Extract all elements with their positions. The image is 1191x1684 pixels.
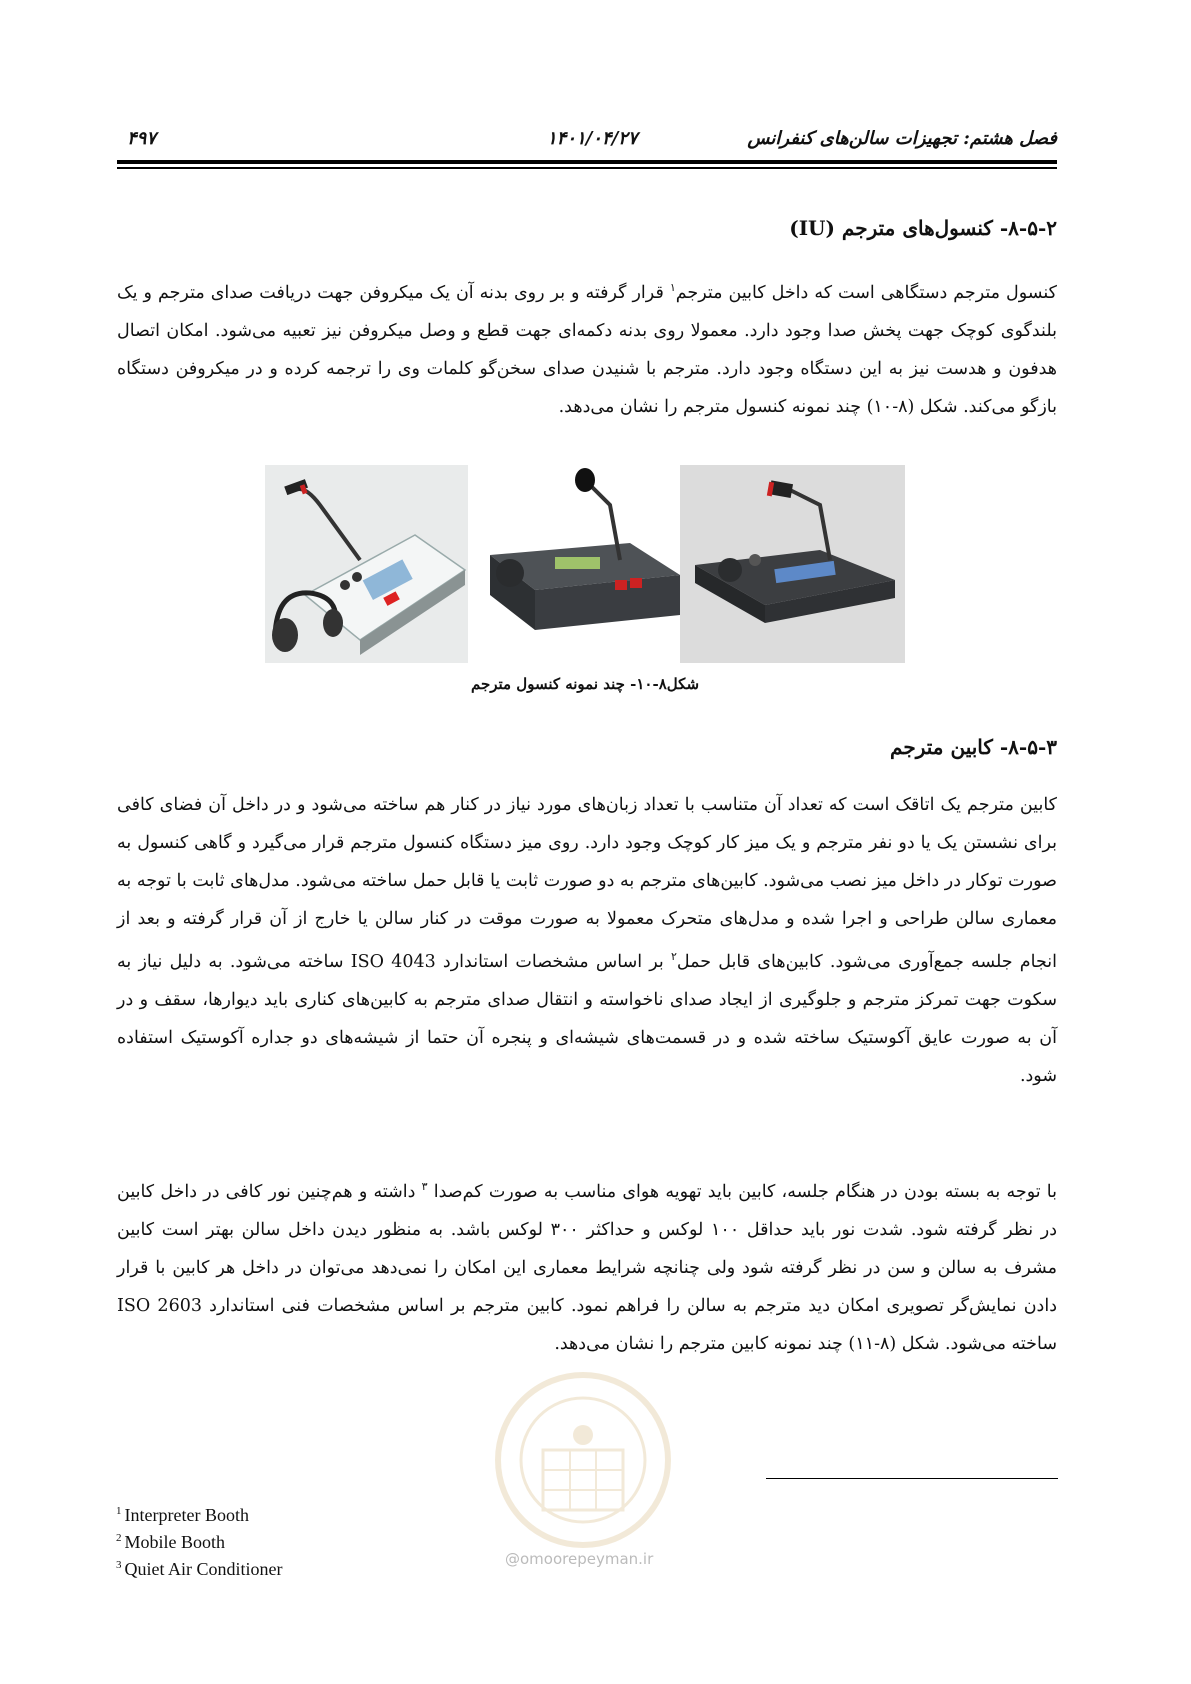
footnote-number: 3 bbox=[116, 1559, 122, 1571]
header-rule-thin bbox=[117, 167, 1057, 169]
page-number: ۴۹۷ bbox=[127, 128, 157, 149]
figure-caption: شکل۸-۱۰- چند نمونه کنسول مترجم bbox=[470, 675, 700, 693]
watermark-seal bbox=[488, 1370, 678, 1550]
paragraph-booth-1 bbox=[117, 786, 1057, 1095]
footnote-separator bbox=[766, 1478, 1058, 1479]
console-photo-2 bbox=[480, 465, 680, 663]
footnote-text: Interpreter Booth bbox=[124, 1505, 249, 1525]
paragraph-text: بر اساس مشخصات استاندارد ISO 4043 ساخته می‌شود. به دلیل نیاز به سکوت جهت تمرکز مترجم و جلوگیری از ایجاد صدای ناخواسته و انتقال صدای مترجم به کابین‌های کناری باید دیوارها، سقف و در آن به صورت عایق آکوستیک ساخته شده و در قسمت‌های شیشه‌ای و پنجره آن حتما از شیشه‌های دو جداره آکوستیک استفاده شود. bbox=[117, 951, 1057, 1086]
footnote-marker: ۲ bbox=[671, 950, 677, 963]
paragraph-text: کابین مترجم یک اتاقک است که تعداد آن متناسب با تعداد زبان‌های مورد نیاز در کنار هم ساخته می‌شود و در داخل آن فضای کافی برای نشستن یک یا دو نفر مترجم و یک میز کار کوچک وجود دارد. روی میز دستگاه کنسول مترجم قرار می‌گیرد و گاهی کنسول به صورت توکار در داخل میز نصب می‌شود. کابین‌های مترجم به دو صورت ثابت یا قابل حمل ساخته می‌شود. مدل‌های ثابت با توجه به معماری سالن طراحی و اجرا شده و مدل‌های متحرک معمولا به صورت موقت در کنار سالن یا خارج از آن قرار گرفته و بعد از انجام جلسه جمع‌آوری می‌شود. کابین‌های قابل حمل bbox=[117, 795, 1057, 972]
footnote-text: Mobile Booth bbox=[124, 1532, 226, 1552]
paragraph-booth-2 bbox=[117, 1168, 1057, 1363]
footnote-item bbox=[116, 1554, 282, 1581]
chapter-title: فصل هشتم: تجهیزات سالن‌های کنفرانس bbox=[747, 128, 1057, 149]
section-heading-booth: ۸-۵-۳- کابین مترجم bbox=[890, 735, 1057, 759]
footnote-item bbox=[116, 1500, 282, 1527]
page-header bbox=[117, 122, 1057, 156]
footnote-marker: ۱ bbox=[669, 281, 676, 294]
footnote-item bbox=[116, 1527, 282, 1554]
footnote-number: 1 bbox=[116, 1505, 122, 1517]
footnote-text: Quiet Air Conditioner bbox=[124, 1559, 283, 1579]
section-heading-consoles: ۸-۵-۲- کنسول‌های مترجم (IU) bbox=[789, 216, 1057, 240]
footnote-marker: ۳ bbox=[421, 1180, 428, 1193]
header-date: ۱۴۰۱/۰۴/۲۷ bbox=[547, 128, 638, 149]
footnotes bbox=[116, 1500, 282, 1581]
console-photo-1 bbox=[265, 465, 468, 663]
figure-consoles bbox=[265, 465, 905, 663]
console-photo-3 bbox=[680, 465, 905, 663]
paragraph-text: قرار گرفته و بر روی بدنه آن یک میکروفن جهت دریافت صدای مترجم و یک بلندگوی کوچک جهت پخش صدا وجود دارد. معمولا روی بدنه دکمه‌ای جهت قطع و وصل میکروفن نیز تعبیه می‌شود. امکان اتصال هدفون و هدست نیز به این دستگاه وجود دارد. مترجم با شنیدن صدای سخن‌گو کلمات وی را ترجمه کرده و در میکروفن دستگاه بازگو می‌کند. شکل (۸-۱۰) چند نمونه کنسول مترجم را نشان می‌دهد. bbox=[117, 282, 1057, 417]
footnote-number: 2 bbox=[116, 1532, 122, 1544]
header-rule-thick bbox=[117, 160, 1057, 164]
paragraph-text: داشته و هم‌چنین نور کافی در داخل کابین در نظر گرفته شود. شدت نور باید حداقل ۱۰۰ لوکس و حداکثر ۳۰۰ لوکس باشد. به منظور دیدن داخل سالن بهتر است کابین مشرف به سالن و سن در نظر گرفته شود ولی چنانچه شرایط معماری این امکان را نمی‌دهد می‌توان در داخل هر کابین با قرار دادن نمایش‌گر تصویری امکان دید مترجم به سالن را فراهم نمود. کابین مترجم بر اساس مشخصات فنی استاندارد ISO 2603 ساخته می‌شود. شکل (۸-۱۱) چند نمونه کابین مترجم را نشان می‌دهد. bbox=[117, 1181, 1057, 1354]
paragraph-text: با توجه به بسته بودن در هنگام جلسه، کابین باید تهویه هوای مناسب به صورت کم‌صدا bbox=[427, 1181, 1057, 1202]
watermark-site: @omoorepeyman.ir bbox=[505, 1550, 654, 1568]
paragraph-text: کنسول مترجم دستگاهی است که داخل کابین مترجم bbox=[675, 282, 1057, 303]
paragraph-consoles bbox=[117, 269, 1057, 426]
